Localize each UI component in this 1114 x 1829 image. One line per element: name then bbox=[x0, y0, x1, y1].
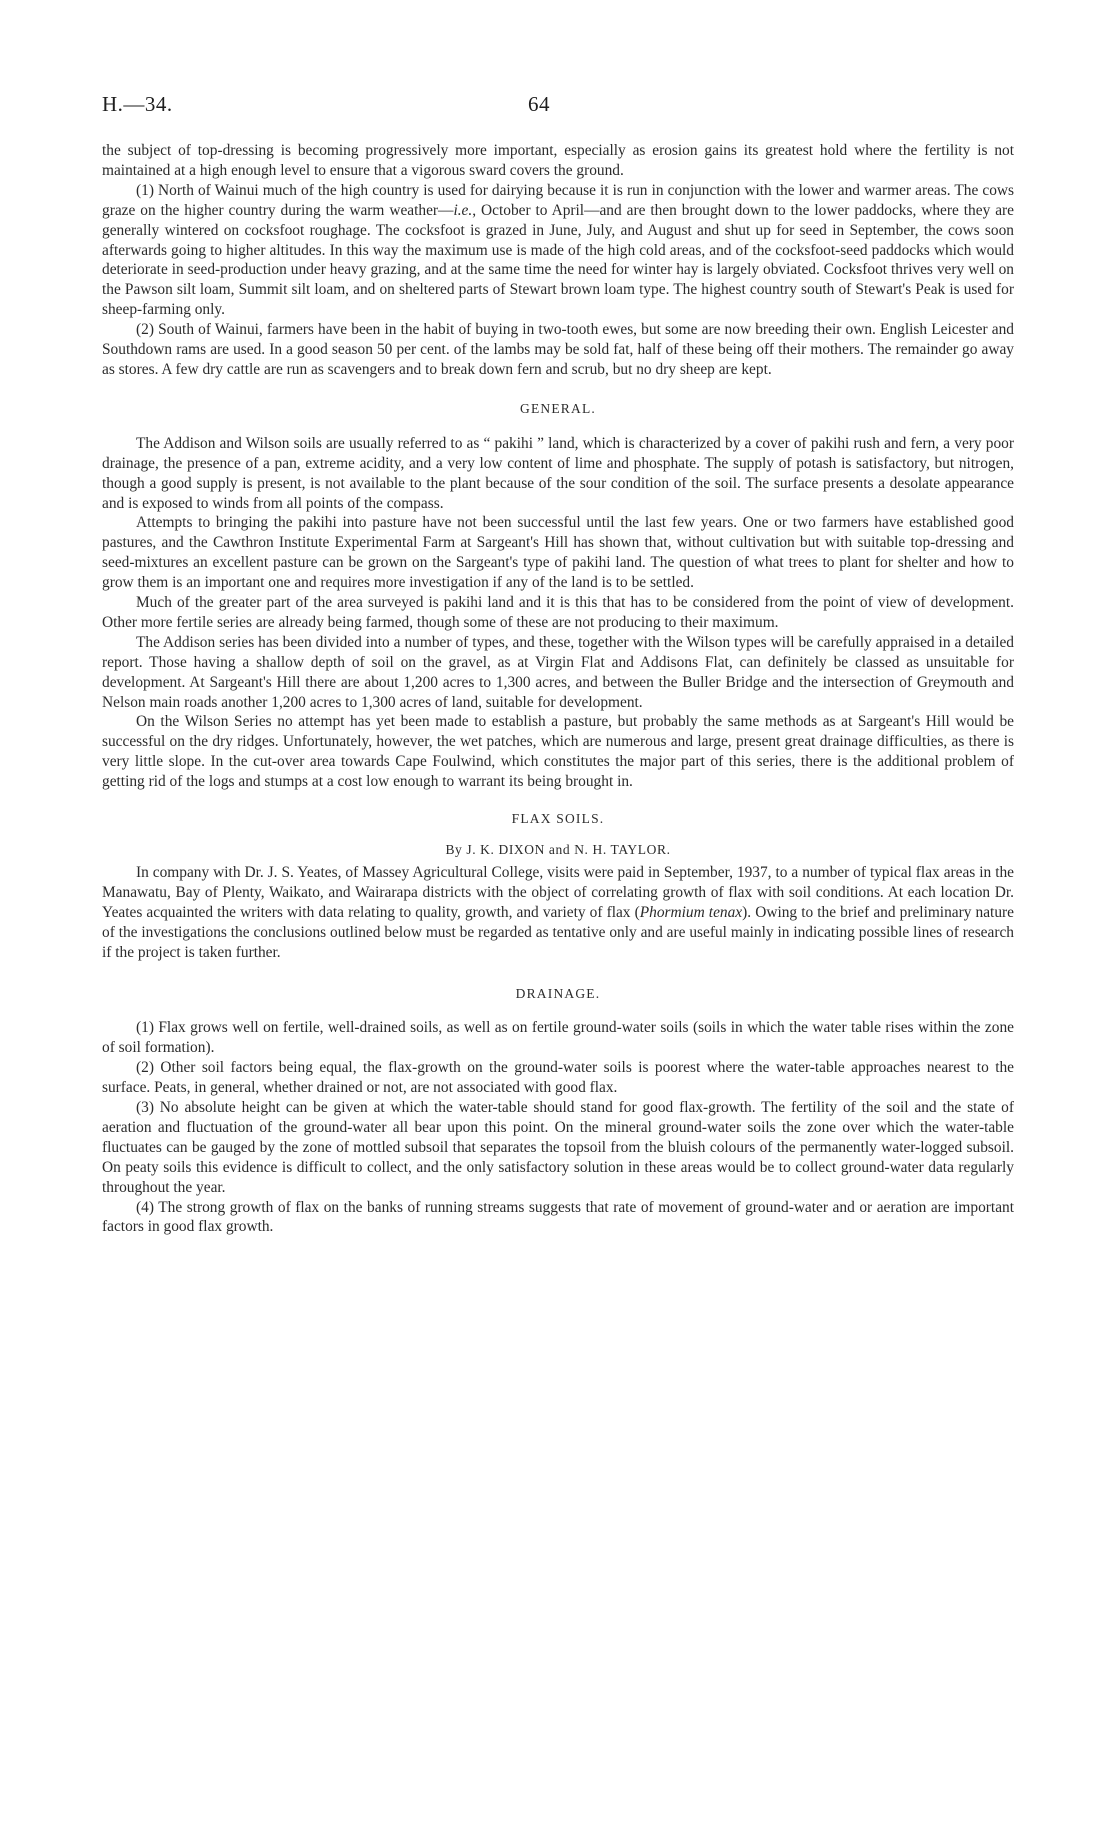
page-number: 64 bbox=[528, 92, 550, 116]
drainage-paragraph: (2) Other soil factors being equal, the flax-growth on the ground-water soils is poorest where the water-table approaches nearest to the surface. Peats, in general, whether drained or not, are not associated with good flax. bbox=[102, 1059, 1014, 1097]
general-paragraph: The Addison and Wilson soils are usually referred to as “ pakihi ” land, which is characterized by a cover of pakihi rush and fern, a very poor drainage, the presence of a pan, extreme acidity, and a very low content of lime and phosphate. The supply of potash is satisfactory, but nitrogen, though a good supply is present, is not available to the plant because of the sour condition of the soil. The surface presents a desolate appearance and is exposed to winds from all points of the compass. bbox=[102, 434, 1014, 512]
section-heading-flax-soils: FLAX SOILS. bbox=[511, 811, 605, 827]
section-heading-general: GENERAL. bbox=[520, 400, 596, 416]
general-paragraph: On the Wilson Series no attempt has yet been made to establish a pasture, but probably the same methods as at Sargeant's Hill would be successful on the dry ridges. Unfortunately, however, the wet patches, which are numerous and large, present great drainage difficulties, as there is very little slope. In the cut-over area towards Cape Foulwind, which constitutes the major part of this series, there is the additional problem of getting rid of the logs and stumps at a cost low enough to warrant its being brought in. bbox=[102, 713, 1014, 791]
document-reference: H.—34. bbox=[102, 92, 173, 116]
section-heading-drainage: DRAINAGE. bbox=[515, 986, 601, 1002]
drainage-paragraph: (4) The strong growth of flax on the banks of running streams suggests that rate of movement of ground-water and or aeration are important factors in good flax growth. bbox=[102, 1198, 1014, 1236]
text-run: ). Owing to the brief and preliminary nature of the investigations the conclusions outlined below must be regarded as tentative only and are useful mainly in indicating possible lines of research if the project is taken further. bbox=[102, 903, 1014, 961]
intro-paragraph-north-wainui bbox=[102, 181, 1014, 320]
text-run: (1) North of Wainui much of the high country is used for dairying because it is run in conjunction with the lower and warmer areas. The cows graze on the higher country during the warm weather— bbox=[102, 181, 1014, 219]
flax-paragraph bbox=[102, 863, 1014, 963]
species-name: Phormium tenax bbox=[639, 903, 743, 921]
general-paragraph: The Addison series has been divided into a number of types, and these, together with the Wilson types will be carefully appraised in a detailed report. Those having a shallow depth of soil on the gravel, as at Virgin Flat and Addisons Flat, can definitely be classed as unsuitable for development. At Sargeant's Hill there are about 1,200 acres to 1,300 acres, and between the Buller Bridge and the intersection of Greymouth and Nelson main roads another 1,200 acres to 1,300 acres of land, suitable for development. bbox=[102, 633, 1014, 711]
general-paragraph: Attempts to bringing the pakihi into pasture have not been successful until the last few years. One or two farmers have established good pastures, and the Cawthron Institute Experimental Farm at Sargeant's Hill has shown that, without cultivation but with suitable top-dressing and seed-mixtures an excellent pasture can be grown on the Sargeant's type of pakihi land. The question of what trees to plant for shelter and how to grow them is an important one and requires more investigation if any of the land is to be settled. bbox=[102, 514, 1014, 592]
byline: By J. K. DIXON and N. H. TAYLOR. bbox=[445, 842, 671, 857]
intro-paragraph-continued: the subject of top-dressing is becoming progressively more important, especially as erosion gains its greatest hold where the fertility is not maintained at a high enough level to ensure that a vigorous sward covers the ground. bbox=[102, 142, 1014, 179]
text-run: , October to April—and are then brought down to the lower paddocks, where they are generally wintered on cocksfoot roughage. The cocksfoot is grazed in June, July, and August and shut up for seed in September, the cows soon afterwards going to higher altitudes. In this way the maximum use is made of the high cold areas, and of the cocksfoot-seed paddocks which would deteriorate in seed-production under heavy grazing, and at the same time the need for winter hay is largely obviated. Cocksfoot thrives very well on the Pawson silt loam, Summit silt loam, and on sheltered parts of Stewart brown loam type. The highest country south of Stewart's Peak is used for sheep-farming only. bbox=[102, 201, 1014, 319]
text-column bbox=[102, 141, 1014, 1237]
drainage-paragraph: (1) Flax grows well on fertile, well-drained soils, as well as on fertile ground-water soils (soils in which the water table rises within the zone of soil formation). bbox=[102, 1019, 1014, 1057]
intro-paragraph-south-wainui: (2) South of Wainui, farmers have been in the habit of buying in two-tooth ewes, but some are now breeding their own. English Leicester and Southdown rams are used. In a good season 50 per cent. of the lambs may be sold fat, half of these being off their mothers. The remainder go away as stores. A few dry cattle are run as scavengers and to break down fern and scrub, but no dry sheep are kept. bbox=[102, 321, 1014, 378]
drainage-paragraph: (3) No absolute height can be given at which the water-table should stand for good flax-growth. The fertility of the soil and the state of aeration and fluctuation of the ground-water all bear upon this point. On the mineral ground-water soils the zone over which the water-table fluctuates can be gauged by the zone of mottled subsoil that separates the topsoil from the bluish colours of the permanently water-logged subsoil. On peaty soils this evidence is difficult to collect, and the only satisfactory solution in these areas would be to collect ground-water data regularly throughout the year. bbox=[102, 1098, 1014, 1196]
text-run: In company with Dr. J. S. Yeates, of Massey Agricultural College, visits were paid in September, 1937, to a number of typical flax areas in the Manawatu, Bay of Plenty, Waikato, and Wairarapa districts with the object of correlating growth of flax with soil conditions. At each location Dr. Yeates acquainted the writers with data relating to quality, growth, and variety of flax ( bbox=[102, 863, 1014, 921]
italic-abbrev: i.e. bbox=[453, 201, 473, 219]
general-paragraph: Much of the greater part of the area surveyed is pakihi land and it is this that has to be considered from the point of view of development. Other more fertile series are already being farmed, though some of these are not producing to their maximum. bbox=[102, 594, 1014, 631]
